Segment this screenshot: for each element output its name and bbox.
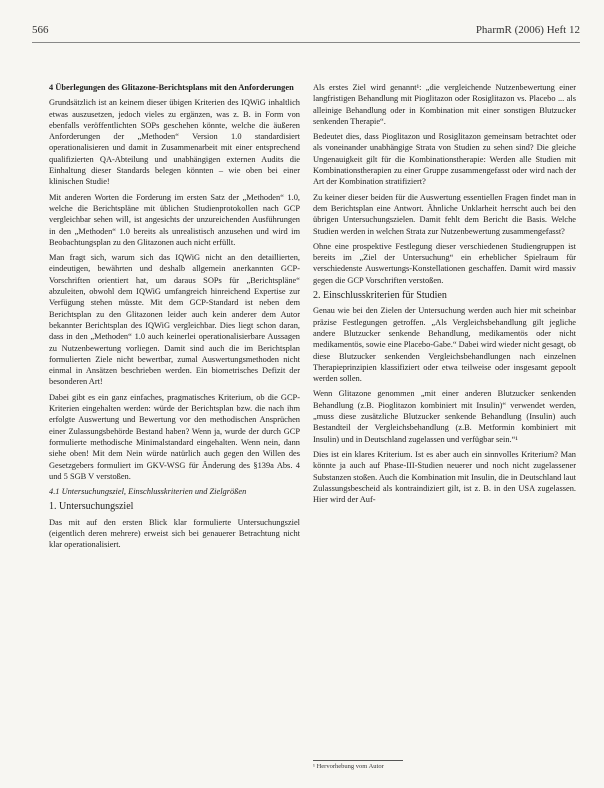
paragraph: Das mit auf den ersten Blick klar formulierte Untersuchungsziel (eigentlich deren mehrere) erweist sich bei genauerer Betrachtung nicht klar operationalisiert. [49, 517, 300, 550]
paragraph: Als erstes Ziel wird genannt¹: „die vergleichende Nutzenbewertung einer langfristigen Behandlung mit Pioglitazon oder Rosiglitazon vs. Placebo ... als alleinige Behandlung oder in Kombination mit einer sonstigen Blutzucker senkenden Therapie“. [313, 83, 576, 126]
paragraph: Dabei gibt es ein ganz einfaches, pragmatisches Kriterium, ob die GCP-Kriterien eingehalten werden: würde der Berichtsplan bzw. die nach ihm erfolgte Auswertung und Bewertung vor den methodischen Ansprüchen einer Zulassungsbehörde Bestand haben? Wenn ja, wurde der durch GCP formulierte methodische Minimalstandard eingehalten. Wenn nein, dann siehe oben! Mit dem Nein würde natürlich auch gegen den Willen des Gesetzgebers formuliert im GKV-WSG für Änderung des §139a Abs. 4 und 5 SGB V verstoßen. [49, 392, 300, 481]
section-heading: 4 Überlegungen des Glitazone-Berichtsplans mit den Anforderungen [49, 83, 294, 92]
paragraph: Grundsätzlich ist an keinem dieser übigen Kriterien des IQWiG inhaltlich etwas auszusetzen, jedoch vieles zu ergänzen, was z. B. in Form von ebenfalls veröffentlichten SOPs geschehen könnte, welche die äußeren Anforderungen der „Methoden“ Version 1.0 standardisiert operationalisieren und damit in Zusammenarbeit mit einer entsprechend qualifizierten QA-Abteilung und unabhängigen externen Audits die Einhaltung dieser Standards belegen könnten – wie oben bei einer klinischen Studie! [49, 98, 300, 187]
footnote [313, 760, 463, 770]
page-number: 566 [32, 24, 49, 36]
numbered-heading: 1. Untersuchungsziel [49, 501, 134, 513]
right-column [313, 82, 576, 509]
numbered-heading: 2. Einschlusskriterien für Studien [313, 290, 447, 302]
paragraph: Ohne eine prospektive Festlegung dieser verschiedenen Studiengruppen ist bereits im „Ziel der Untersuchung“ ein erheblicher Spielraum für verschiedenste Auswertungs-Konstellationen geschaffen. Damit wird massiv gegen die GCP Vorschriften verstoßen. [313, 241, 576, 285]
footnote-text: ¹ Hervorhebung vom Autor [313, 763, 384, 770]
paragraph: Wenn Glitazone genommen „mit einer anderen Blutzucker senkenden Behandlung (z.B. Pioglitazon kombiniert mit Insulin)“ verwendet werden, „muss diese zusätzliche Blutzucker senkende Behandlung (Insulin) auch Bestandteil der Vergleichsbehandlung (z.B. Metformin kombiniert mit Insulin) und in Deutschland zugelassen und verfügbar sein.“¹ [313, 389, 576, 444]
page-header [32, 24, 580, 43]
paragraph: Genau wie bei den Zielen der Untersuchung werden auch hier mit scheinbar präzise Festlegungen getroffen. „Als Vergleichsbehandlung gilt jegliche andere Blutzucker senkende Behandlung, medikamentös oder nicht medikamentös, sowie eine Placebo-Gabe.“ Dabei wird wieder nicht gesagt, ob diese Blutzucker senkenden Vergleichsbehandlungen nach einzelnen Therapieprinzipien klassifiziert oder etwa teilweise oder insgesamt gepoolt werden sollen. [313, 306, 576, 384]
subsection-heading: 4.1 Untersuchungsziel, Einschlusskriterien und Zielgrößen [49, 487, 247, 497]
paragraph: Mit anderen Worten die Forderung im ersten Satz der „Methoden“ 1.0, welche die Berichtspläne mit üblichen Studienprotokollen nach GCP vergleichbar sehen will, ist angesichts der unzureichenden Ausführungen in den „Methoden“ 1.0 bereits als unrealistisch anzusehen und wird im Beobachtungsplan zu den Glitazonen auch nicht erfüllt. [49, 192, 300, 247]
paragraph: Dies ist ein klares Kriterium. Ist es aber auch ein sinnvolles Kriterium? Man könnte ja auch auf Phase-III-Studien neuerer und noch nicht zugelassener Substanzen stoßen. Auch die Kombination mit Insulin, die in Deutschland laut Zulassungsbescheid als kontraindiziert gilt, ist z. B. in den USA zugelassen. Hier wird der Auf- [313, 449, 576, 505]
paragraph: Bedeutet dies, dass Pioglitazon und Rosiglitazon gemeinsam betrachtet oder als voneinander unabhängige Strata von Studien zu sehen sind? Die gleiche Ungenauigkeit gilt für die Kombinationstherapie: Werden alle Studien mit Kombinationstherapien zu einer Gruppe zusammengefasst oder wird nach der Art der Kombination stratifiziert? [313, 132, 576, 187]
footnote-divider [313, 760, 403, 761]
paragraph: Man fragt sich, warum sich das IQWiG nicht an den detaillierten, eindeutigen, bewährten und deshalb allgemein anerkannten GCP-Vorschriften orientiert hat, um daraus SOPs für „Berichtspläne“ abzuleiten, obwohl dem IQWiG umfangreich hinreichend Expertise zur Verfügung stehen müsste. Mit dem GCP-Standard ist neben dem Berichtsplan zu den Glitazonen leider auch kein anderer dem Autor bekannter Berichtsplan des IQWiG vergleichbar. Dies liegt schon daran, dass in den „Methoden“ 1.0 auch keinerlei operationalisierbare Aussagen zu Nutzenbewertung vorliegen. Damit sind auch die im Berichtsplan formulierten Ziele nicht bewertbar, zumal Auswertungsmethoden nicht einmal in Ansätzen beschrieben werden. Ein biometrisches Defizit der besonderen Art! [49, 253, 300, 387]
paragraph: Zu keiner dieser beiden für die Auswertung essentiellen Fragen findet man in dem Berichtsplan eine Antwort. Ähnliche Unklarheit herrscht auch bei den übrigen Untersuchungszielen. Damit fehlt dem Bericht die Basis. Welche Studien werden in welchen Strata zur Nutzenbewertung zusammengefasst? [313, 192, 576, 236]
left-column [49, 82, 300, 555]
journal-reference: PharmR (2006) Heft 12 [475, 24, 580, 36]
